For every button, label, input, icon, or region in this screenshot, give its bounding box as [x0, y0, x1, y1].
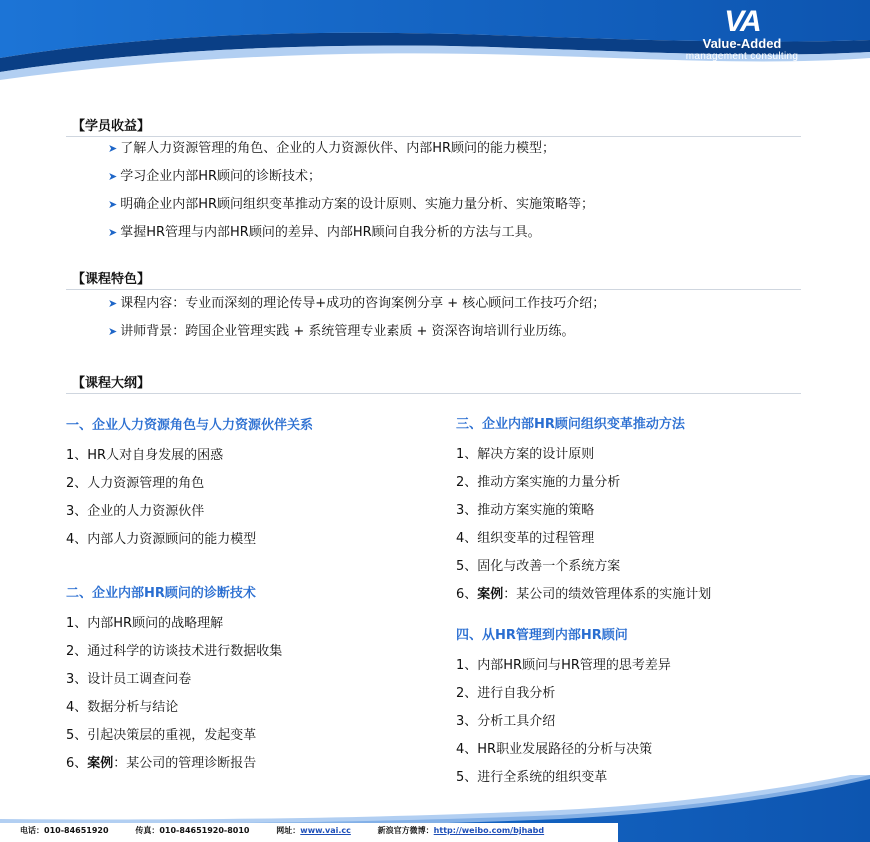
- footer-website: 网址：www.vai.cc: [276, 826, 351, 835]
- logo-name: Value-Added: [702, 36, 782, 51]
- outline-item: 4、数据分析与结论: [66, 700, 179, 715]
- outline-item: 5、进行全系统的组织变革: [456, 770, 608, 785]
- benefits-heading: 【学员收益】: [72, 119, 151, 134]
- section-title: 二、企业内部HR顾问的诊断技术: [66, 586, 256, 601]
- benefit-item: ➤ 学习企业内部HR顾问的诊断技术；: [108, 169, 322, 184]
- outline-item: 4、HR职业发展路径的分析与决策: [456, 742, 653, 757]
- benefits-list: [108, 135, 594, 247]
- outline-item: 3、推动方案实施的策略: [456, 503, 595, 518]
- outline-item: 3、设计员工调查问卷: [66, 672, 192, 687]
- outline-divider: [66, 393, 801, 394]
- outline-item: 3、分析工具介绍: [456, 714, 556, 729]
- outline-item: 1、HR人对自身发展的困惑: [66, 448, 224, 463]
- outline-section-1: [66, 416, 313, 554]
- arrow-bullet-icon: ➤: [108, 170, 118, 183]
- footer-weibo: 新浪官方微博：http://weibo.com/bjhabd: [377, 826, 545, 835]
- outline-case-item: 6、案例：某公司的管理诊断报告: [66, 756, 257, 771]
- footer-contact: [20, 825, 568, 837]
- footer-fax: 传真：010-84651920-8010: [135, 826, 250, 835]
- outline-item: 4、组织变革的过程管理: [456, 531, 595, 546]
- arrow-bullet-icon: ➤: [108, 226, 118, 239]
- outline-item: 2、推动方案实施的力量分析: [456, 475, 621, 490]
- weibo-link[interactable]: http://weibo.com/bjhabd: [433, 826, 545, 835]
- footer-phone: 电话：010-84651920: [20, 826, 109, 835]
- outline-item: 5、引起决策层的重视，发起变革: [66, 728, 257, 743]
- outline-section-2: [66, 584, 282, 778]
- arrow-bullet-icon: ➤: [108, 297, 118, 310]
- website-link[interactable]: www.vai.cc: [300, 826, 351, 835]
- arrow-bullet-icon: ➤: [108, 325, 118, 338]
- benefit-item: ➤ 了解人力资源管理的角色、企业的人力资源伙伴、内部HR顾问的能力模型；: [108, 141, 556, 156]
- outline-case-item: 6、案例：某公司的绩效管理体系的实施计划: [456, 587, 712, 602]
- benefit-item: ➤ 掌握HR管理与内部HR顾问的差异、内部HR顾问自我分析的方法与工具。: [108, 225, 541, 240]
- features-list: [108, 290, 605, 346]
- feature-item: ➤ 讲师背景：跨国企业管理实践 + 系统管理专业素质 + 资深咨询培训行业历练。: [108, 324, 575, 339]
- arrow-bullet-icon: ➤: [108, 198, 118, 211]
- feature-item: ➤ 课程内容：专业而深刻的理论传导+成功的咨询案例分享 + 核心顾问工作技巧介绍；: [108, 296, 606, 311]
- brand-logo: [652, 5, 832, 62]
- outline-item: 1、解决方案的设计原则: [456, 447, 595, 462]
- outline-item: 2、进行自我分析: [456, 686, 556, 701]
- outline-section-4: [456, 626, 671, 792]
- outline-item: 3、企业的人力资源伙伴: [66, 504, 205, 519]
- outline-item: 1、内部HR顾问的战略理解: [66, 616, 224, 631]
- section-title: 一、企业人力资源角色与人力资源伙伴关系: [66, 418, 314, 433]
- benefit-item: ➤ 明确企业内部HR顾问组织变革推动方案的设计原则、实施力量分析、实施策略等；: [108, 197, 595, 212]
- outline-item: 4、内部人力资源顾问的能力模型: [66, 532, 257, 547]
- outline-heading: 【课程大纲】: [72, 376, 151, 391]
- logo-subtitle: management consulting: [685, 51, 799, 62]
- outline-item: 2、人力资源管理的角色: [66, 476, 205, 491]
- outline-section-3: [456, 415, 711, 609]
- outline-item: 1、内部HR顾问与HR管理的思考差异: [456, 658, 671, 673]
- outline-item: 2、通过科学的访谈技术进行数据收集: [66, 644, 283, 659]
- arrow-bullet-icon: ➤: [108, 142, 118, 155]
- features-heading: 【课程特色】: [72, 272, 151, 287]
- section-title: 四、从HR管理到内部HR顾问: [456, 628, 628, 643]
- logo-mark: VA: [724, 5, 760, 38]
- section-title: 三、企业内部HR顾问组织变革推动方法: [456, 417, 685, 432]
- outline-item: 5、固化与改善一个系统方案: [456, 559, 621, 574]
